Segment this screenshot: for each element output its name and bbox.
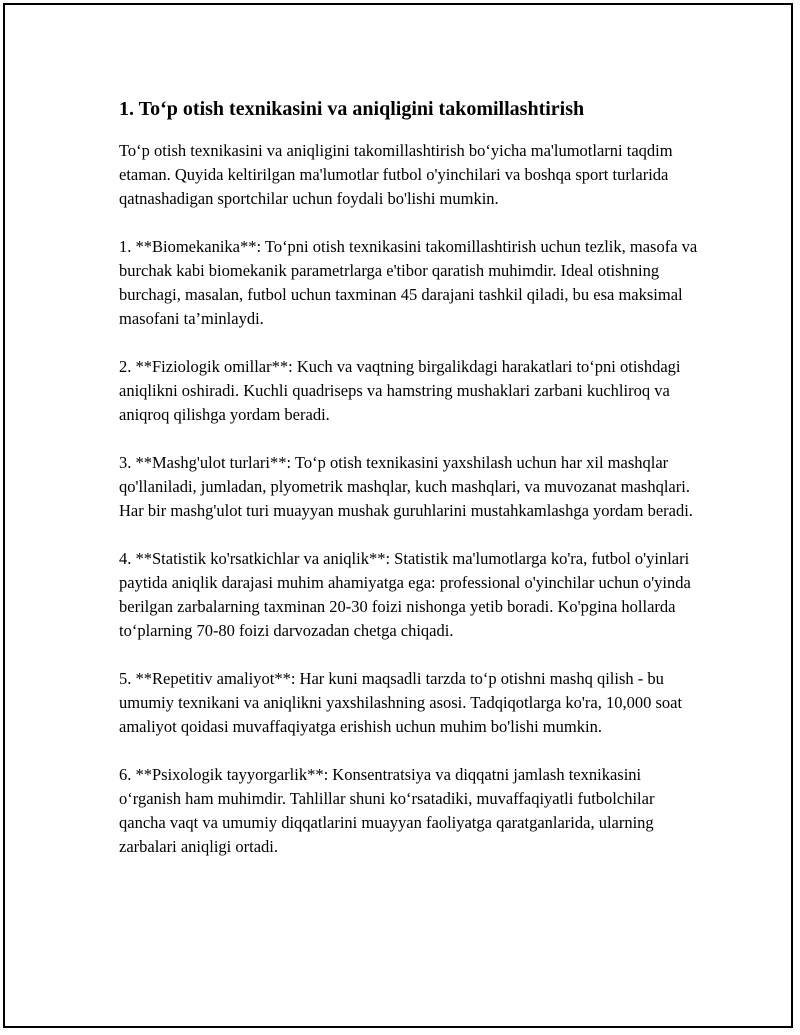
list-item-biomekanika: 1. **Biomekanika**: To‘pni otish texnikasini takomillashtirish uchun tezlik, masofa va burchak kabi biomekanik parametrlarga e'tibor qaratish muhimdir. Ideal otishning burchagi, masalan, futbol uchun taxminan 45 darajani tashkil qiladi, bu esa maksimal masofani ta’minlaydi.: [119, 237, 698, 328]
document-title: 1. To‘p otish texnikasini va aniqligini takomillashtirish: [119, 98, 585, 120]
list-item-mashgulot-turlari: 3. **Mashg'ulot turlari**: To‘p otish texnikasini yaxshilash uchun har xil mashqlar qo'llaniladi, jumladan, plyometrik mashqlar, kuch mashqlari, va muvozanat mashqlari. Har bir mashg'ulot turi muayyan mushak guruhlarini mustahkamlashga yordam beradi.: [119, 453, 693, 520]
document-body: [119, 87, 699, 883]
list-item-statistik-korsatkichlar: 4. **Statistik ko'rsatkichlar va aniqlik**: Statistik ma'lumotlarga ko'ra, futbol o'yinlari paytida aniqlik darajasi muhim ahamiyatga ega: professional o'yinchilar uchun o'yinda berilgan zarbalarning taxminan 20-30 foizi nishonga yetib boradi. Ko'pgina hollarda to‘plarning 70-80 foizi darvozadan chetga chiqadi.: [119, 549, 691, 640]
intro-paragraph: To‘p otish texnikasini va aniqligini takomillashtirish bo‘yicha ma'lumotlarni taqdim etaman. Quyida keltirilgan ma'lumotlar futbol o'yinchilari va boshqa sport turlarida qatnashadigan sportchilar uchun foydali bo'lishi mumkin.: [119, 141, 673, 208]
list-item-fiziologik-omillar: 2. **Fiziologik omillar**: Kuch va vaqtning birgalikdagi harakatlari to‘pni otishdagi aniqlikni oshiradi. Kuchli quadriseps va hamstring mushaklari zarbani kuchliroq va aniqroq qilishga yordam beradi.: [119, 357, 681, 424]
list-item-repetitiv-amaliyot: 5. **Repetitiv amaliyot**: Har kuni maqsadli tarzda to‘p otishni mashq qilish - bu umumiy texnikani va aniqlikni yaxshilashning asosi. Tadqiqotlarga ko'ra, 10,000 soat amaliyot qoidasi muvaffaqiyatga erishish uchun muhim bo'lishi mumkin.: [119, 669, 683, 736]
list-item-psixologik-tayyorgarlik: 6. **Psixologik tayyorgarlik**: Konsentratsiya va diqqatni jamlash texnikasini o‘rganish ham muhimdir. Tahlillar shuni ko‘rsatadiki, muvaffaqiyatli futbolchilar qancha vaqt va umumiy diqqatlarini muayyan faoliyatga qaratganlarida, ularning zarbalari aniqligi ortadi.: [119, 765, 655, 856]
document-page: [3, 3, 793, 1028]
